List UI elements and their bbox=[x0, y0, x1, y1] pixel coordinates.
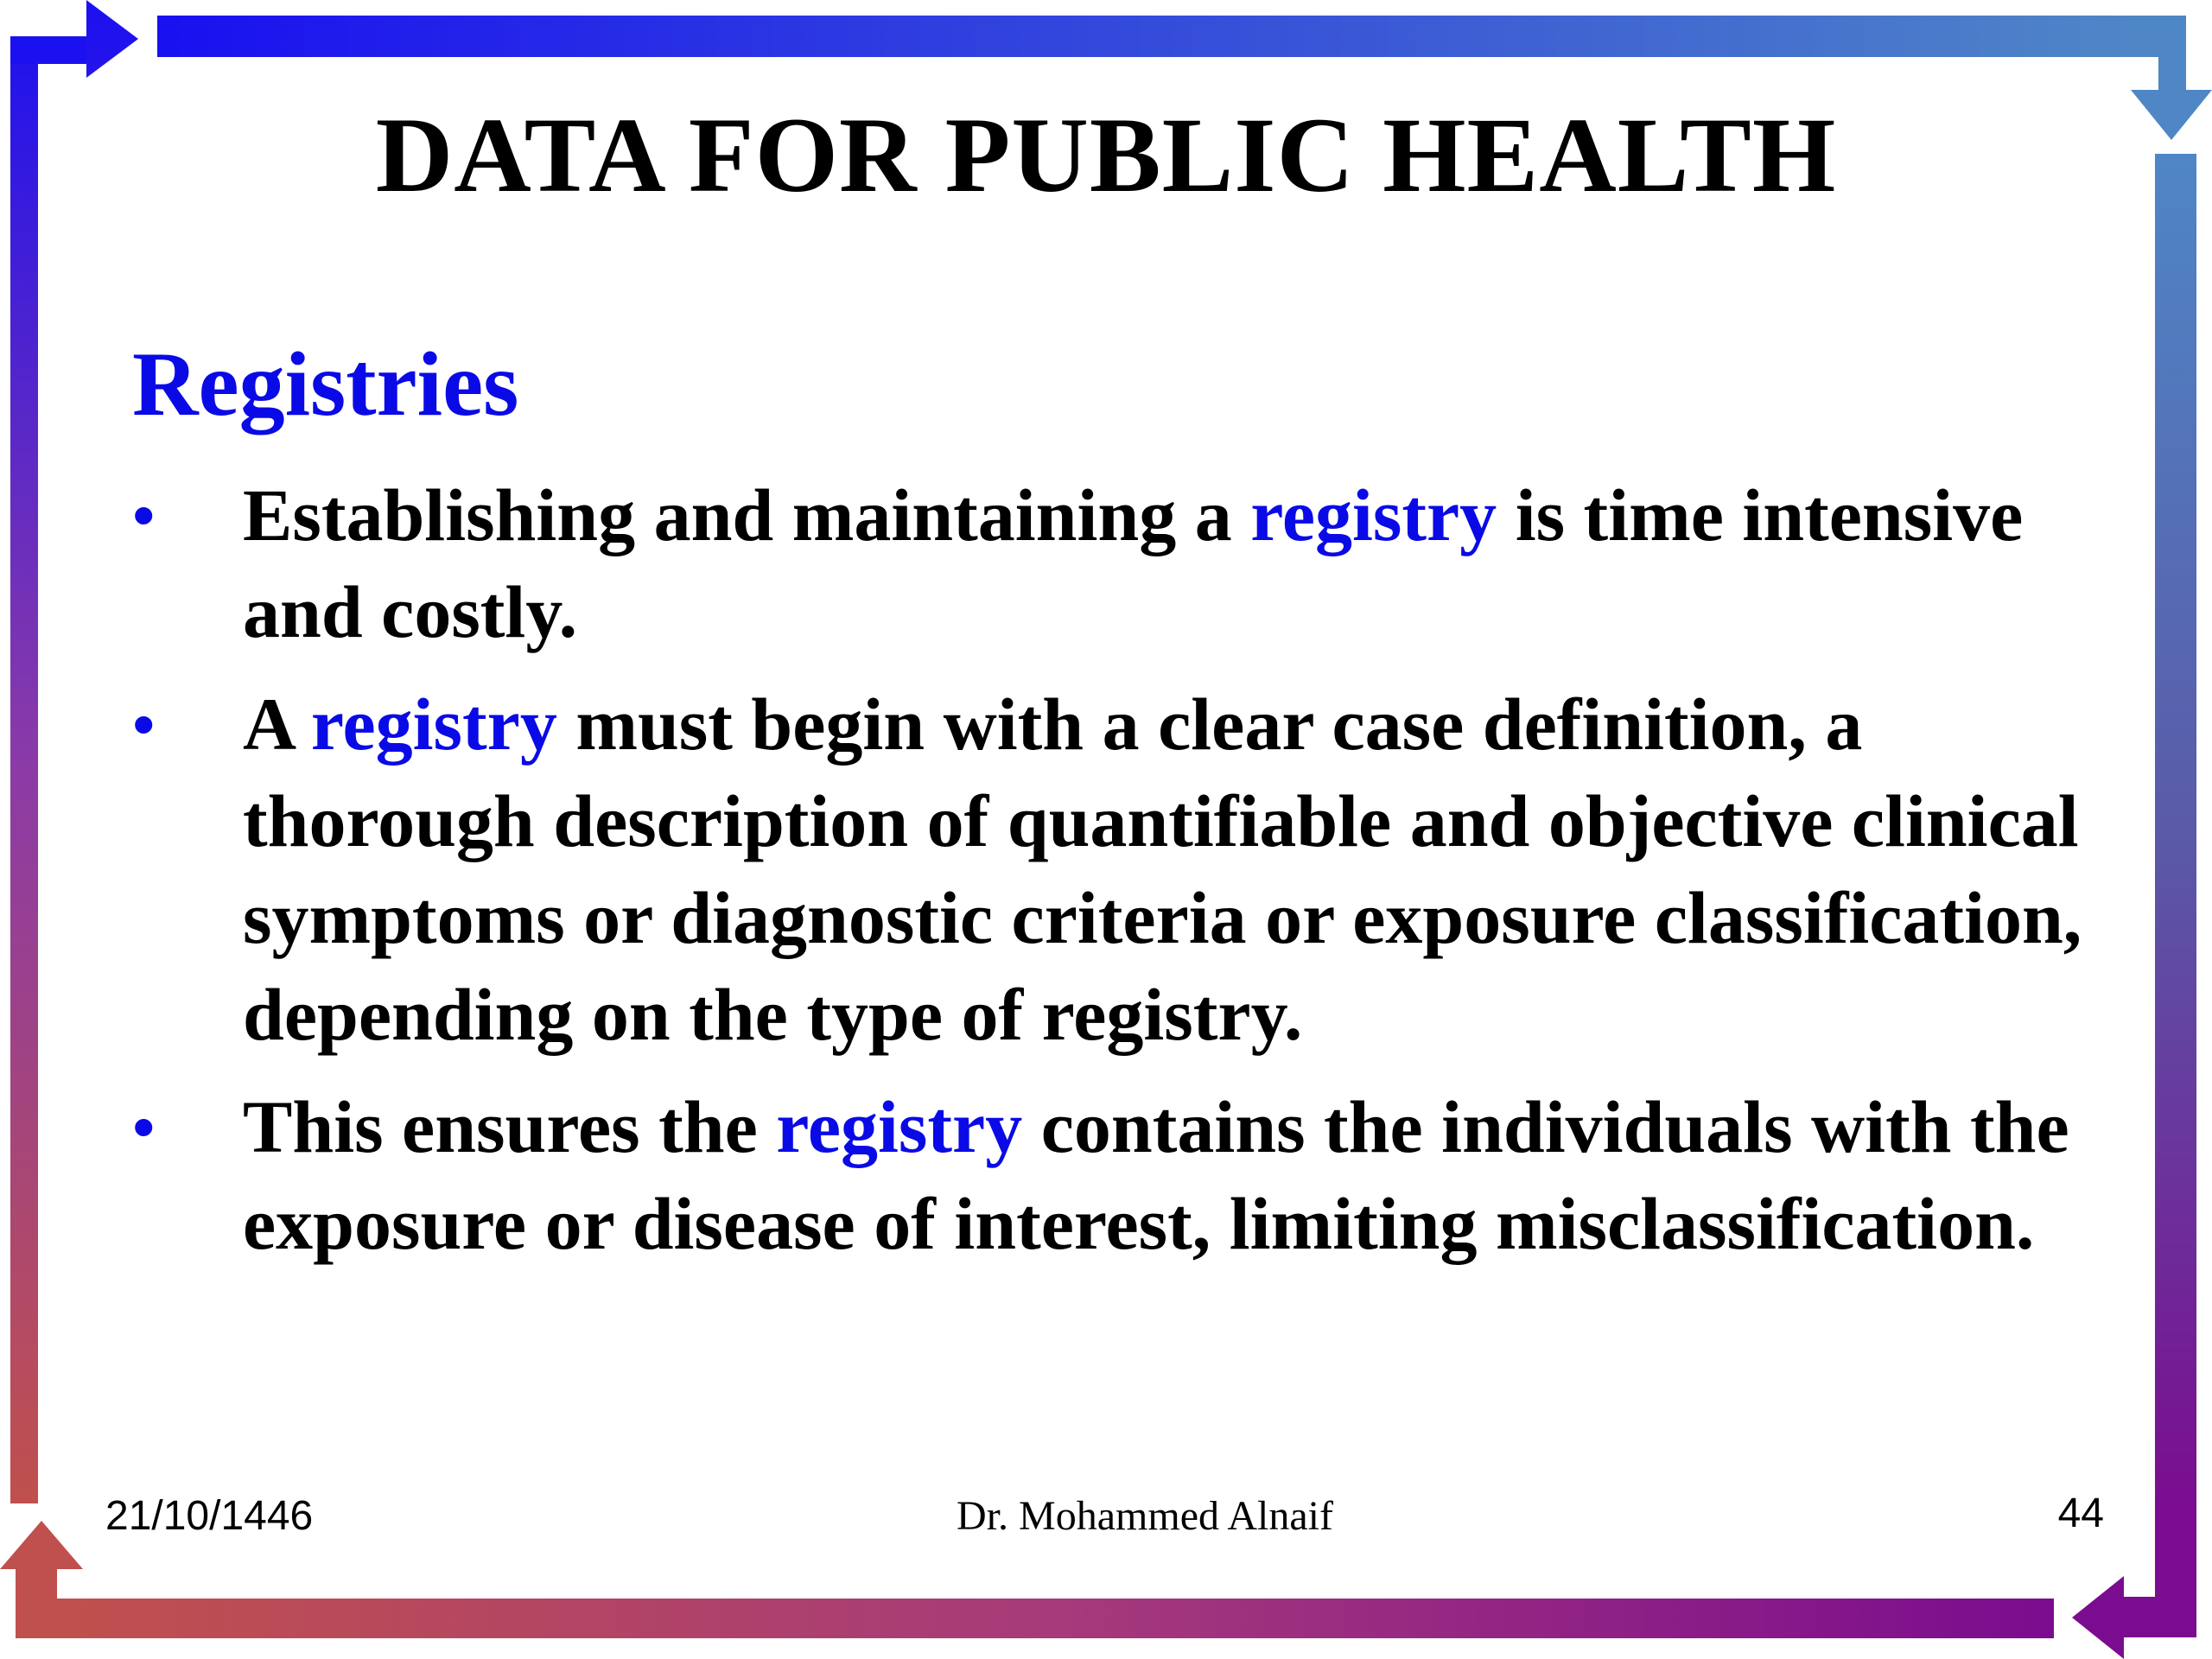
bullet-text-after: is time intensive and costly. bbox=[243, 474, 2024, 653]
bullet-dot-icon: • bbox=[133, 481, 155, 549]
bullet-text-before: Establishing and maintaining a bbox=[243, 474, 1251, 556]
slide-title: DATA FOR PUBLIC HEALTH bbox=[375, 96, 1837, 214]
top-frame-bar bbox=[157, 16, 2136, 57]
bottom-frame-bar bbox=[56, 1599, 2054, 1638]
bullet-item bbox=[130, 467, 2117, 660]
right-frame-bar bbox=[2155, 154, 2196, 1510]
footer-author: Dr. Mohammed Alnaif bbox=[957, 1493, 1333, 1539]
bullet-text-after: must begin with a clear case definition, a thorough description of quantifiable and objective clinical symptoms or diagnostic criteria or exposure classification, depending on the type of registry. bbox=[243, 683, 2082, 1056]
bullet-highlight-term: registry bbox=[310, 683, 557, 766]
page-number: 44 bbox=[2057, 1491, 2104, 1536]
bullet-highlight-term: registry bbox=[776, 1085, 1023, 1168]
bullet-list bbox=[130, 467, 2117, 1287]
bullet-highlight-term: registry bbox=[1250, 474, 1497, 556]
bullet-dot-icon: • bbox=[133, 1093, 155, 1160]
bullet-text-before: A bbox=[243, 683, 311, 766]
bullet-item bbox=[130, 1078, 2117, 1272]
bullet-text-before: This ensures the bbox=[243, 1085, 777, 1168]
top-left-arrow-icon bbox=[10, 0, 138, 1503]
bullet-text-after: contains the individuals with the exposure or disease of interest, limiting misclassification. bbox=[243, 1085, 2069, 1265]
bullet-dot-icon: • bbox=[133, 690, 155, 758]
bullet-item bbox=[130, 676, 2117, 1063]
footer-date: 21/10/1446 bbox=[105, 1493, 314, 1539]
section-heading: Registries bbox=[132, 334, 519, 435]
